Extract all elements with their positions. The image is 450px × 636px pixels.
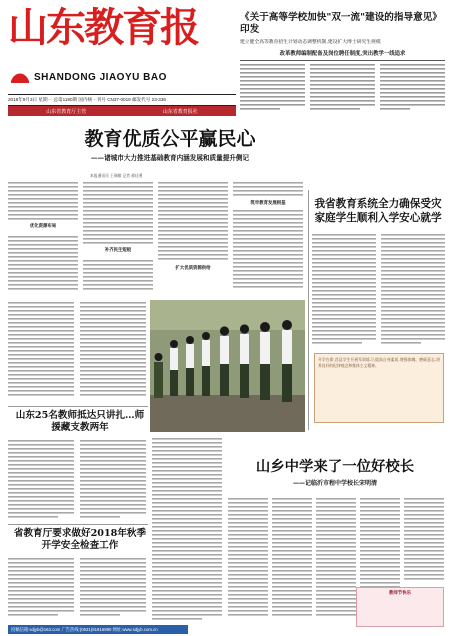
teachers-day-box [356,587,444,627]
lead-story-byline: 本报通讯员 王瑞敏 记者 郝佳勇 [90,174,143,178]
section-divider [8,406,148,407]
masthead-title: 山东教育报 [8,4,198,51]
text-lines [152,438,222,620]
right-story-headline[interactable]: 我省教育系统全力确保受灾家庭学生顺利入学安心就学 [314,198,442,224]
sponsor-bar [8,106,236,116]
lead-story-subheadline: ——诸城市大力推进基础教育内涵发展和质量提升侧记 [90,154,250,162]
big-story-subheadline: ——记临沂市程中学校长宋明清 [292,480,377,487]
military-training-photo [150,300,305,432]
text-lines [8,558,146,616]
sponsor-right: 山东省教育报社 [162,108,198,115]
top-divider [240,60,445,61]
masthead-roman: SHANDONG JIAOYU BAO [34,72,167,83]
top-news [240,12,445,57]
text-lines [8,302,146,396]
sponsor-left: 山东省教育厅主管 [46,108,87,115]
lead-subhead-d-wrap [158,262,228,273]
column-divider [308,190,309,430]
text-lines [8,440,146,518]
masthead [8,4,198,66]
lead-story-header [70,128,270,162]
top-news-subtitle: 建立健全高等教育招生计划动态调整机制,建设扩大博士研究生规模 [240,40,381,45]
top-news-headline[interactable]: 《关于高等学校加快"双一流"建设的指导意见》印发 [240,12,442,35]
lead-subhead-d: 扩大优质资源供给 [175,266,211,271]
left-mid-story-headline[interactable]: 山东25名教师抵达只讲扎…师援藏支教两年 [15,410,145,433]
newspaper-logo-icon [9,67,31,85]
big-story-headline[interactable]: 山乡中学来了一位好校长 [255,458,415,475]
lead-subhead-b-wrap [83,244,153,255]
text-lines [240,64,445,110]
left-column-body [8,300,148,406]
lead-subhead-c: 筑牢教育发展根基 [250,201,286,206]
photo-caption-box [314,353,444,423]
footer-bar: 投稿信箱:sdjyb@163.com 广告热线:(0531)81916890 网址:www.sdjyb.com.cn [8,625,188,634]
right-story-header [312,198,444,225]
top-news-subtitle2: 改革教师编制配备及岗位聘任制度,突出教学一线追求 [279,51,406,57]
lead-subhead-a: 优化资源布局 [29,224,57,229]
left-mid-story-header [12,410,148,434]
lead-subhead-a-wrap [8,220,78,231]
photo-caption: 开学在即,莒县学生开展军训练习,提高自身素质,增强体魄、磨砺意志,培养良好的纪律观念和集体主义精神。 [318,357,440,368]
right-story-body [312,232,445,350]
left-low-story-headline[interactable]: 省教育厅要求做好2018年秋季开学安全检查工作 [13,528,147,551]
lead-story-headline[interactable]: 教育优质公平赢民心 [84,128,256,150]
left-low-story-body [8,556,148,622]
left-mid-story-body [8,438,148,524]
left-low-story-header [12,528,148,552]
center-low-body [152,436,224,624]
big-story-header [228,458,442,487]
teachers-day-title: 教师节快乐 [389,591,411,596]
text-lines [312,234,445,344]
top-news-body [240,62,445,117]
dateline: 2018年9月3日 星期一 总第1190期 国内统一刊号 CN37-0019 邮发代号 23-336 [8,94,236,106]
lead-subhead-c-wrap [233,197,303,208]
section-divider-low [8,524,148,525]
lead-subhead-b: 补齐民生短板 [104,248,132,253]
